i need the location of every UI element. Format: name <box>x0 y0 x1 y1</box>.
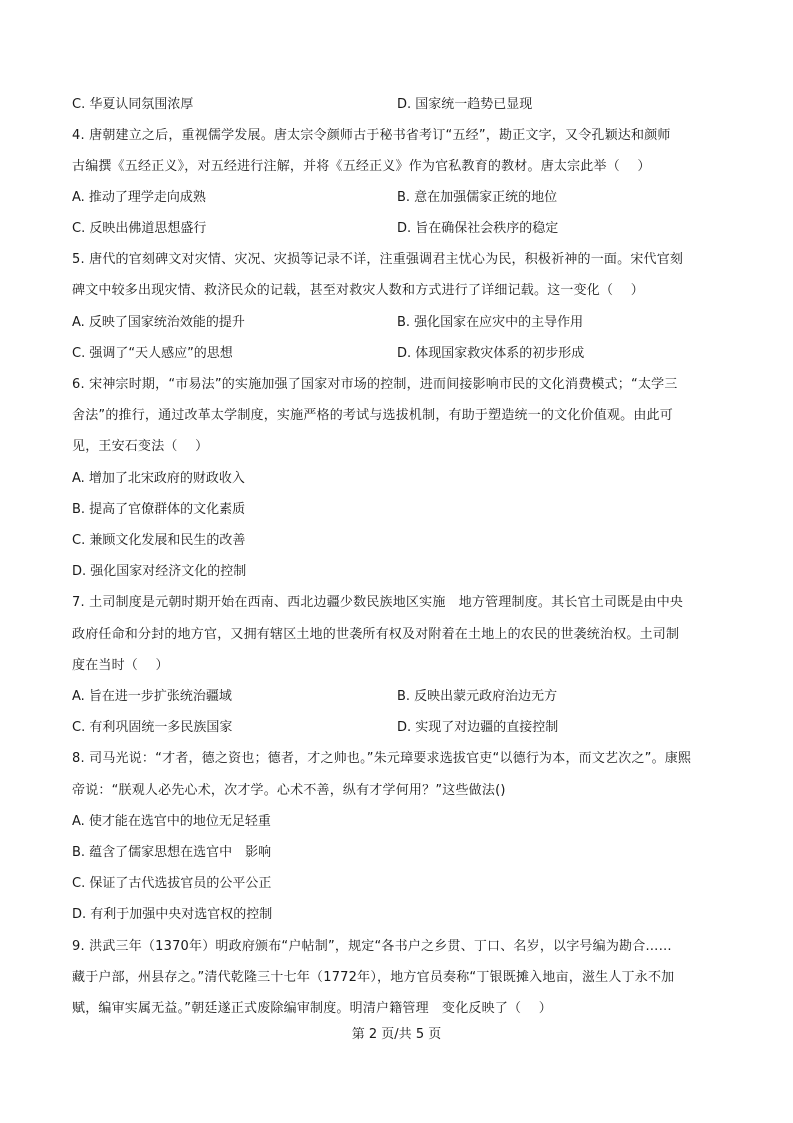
q5-option-b: B. 强化国家在应灾中的主导作用 <box>397 315 584 330</box>
q6-stem-line-2: 舍法”的推行，通过改革太学制度，实施严格的考试与选拔机制，有助于塑造统一的文化价值观。由此可 <box>72 408 673 423</box>
q9-stem-line-3: 赋，编审实属无益。”朝廷遂正式废除编审制度。明清户籍管理 变化反映了（ ） <box>72 1001 552 1016</box>
q6-option-d: D. 强化国家对经济文化的控制 <box>72 564 247 579</box>
q5-stem-line-2: 碑文中较多出现灾情、救济民众的记载，甚至对救灾人数和方式进行了详细记载。这一变化（ ） <box>72 283 644 298</box>
q5-option-c: C. 强调了“天人感应”的思想 <box>72 346 233 361</box>
q7-stem-line-2: 政府任命和分封的地方官，又拥有辖区土地的世袭所有权及对附着在土地上的农民的世袭统治权。土司制 <box>72 627 680 642</box>
q7-stem-line-3: 度在当时（ ） <box>72 658 169 673</box>
q6-stem-line-1: 6. 宋神宗时期，“市易法”的实施加强了国家对市场的控制，进而间接影响市民的文化消费模式；“太学三 <box>72 377 678 392</box>
q7-option-b: B. 反映出蒙元政府治边无方 <box>397 689 558 704</box>
q5-option-d: D. 体现国家救灾体系的初步形成 <box>397 346 585 361</box>
q3-option-c: C. 华夏认同氛围浓厚 <box>72 97 194 112</box>
q4-option-a: A. 推动了理学走向成熟 <box>72 190 206 205</box>
q4-option-d: D. 旨在确保社会秩序的稳定 <box>397 221 559 236</box>
q3-option-d: D. 国家统一趋势已显现 <box>397 97 533 112</box>
q4-option-b: B. 意在加强儒家正统的地位 <box>397 190 558 205</box>
q6-stem-line-3: 见，王安石变法（ ） <box>72 439 209 454</box>
q8-option-d: D. 有利于加强中央对选官权的控制 <box>72 907 273 922</box>
q9-stem-line-1: 9. 洪武三年（1370年）明政府颁布“户帖制”，规定“各书户之乡贯、丁口、名岁，以字号编为勘合…… <box>72 939 672 954</box>
q8-option-b: B. 蕴含了儒家思想在选官中 影响 <box>72 845 272 860</box>
q6-option-b: B. 提高了官僚群体的文化素质 <box>72 502 246 517</box>
q7-stem-line-1: 7. 土司制度是元朝时期开始在西南、西北边疆少数民族地区实施 地方管理制度。其长官土司既是由中央 <box>72 595 684 610</box>
q5-option-a: A. 反映了国家统治效能的提升 <box>72 315 245 330</box>
q8-option-c: C. 保证了古代选拔官员的公平公正 <box>72 876 272 891</box>
q8-stem-line-1: 8. 司马光说：“才者，德之资也；德者，才之帅也。”朱元璋要求选拔官吏“以德行为本，而文艺次之”。康熙 <box>72 751 692 766</box>
q4-stem-line-1: 4. 唐朝建立之后，重视儒学发展。唐太宗令颜师古于秘书省考订“五经”，勘正文字，又令孔颖达和颜师 <box>72 128 671 143</box>
q7-option-d: D. 实现了对边疆的直接控制 <box>397 720 559 735</box>
q7-option-c: C. 有利巩固统一多民族国家 <box>72 720 233 735</box>
q4-option-c: C. 反映出佛道思想盛行 <box>72 221 207 236</box>
q8-stem-line-2: 帝说：“朕观人必先心术，次才学。心术不善，纵有才学何用？”这些做法() <box>72 783 506 798</box>
q7-option-a: A. 旨在进一步扩张统治疆域 <box>72 689 232 704</box>
q9-stem-line-2: 藏于户部，州县存之。”清代乾隆三十七年（1772年），地方官员奏称“丁银既摊入地亩，滋生人丁永不加 <box>72 970 675 985</box>
page-number-footer: 第 2 页/共 5 页 <box>351 1027 442 1042</box>
q5-stem-line-1: 5. 唐代的官刻碑文对灾情、灾况、灾损等记录不详，注重强调君主忧心为民，积极祈神的一面。宋代官刻 <box>72 252 684 267</box>
q6-option-a: A. 增加了北宋政府的财政收入 <box>72 471 245 486</box>
q6-option-c: C. 兼顾文化发展和民生的改善 <box>72 533 246 548</box>
q8-option-a: A. 使才能在选官中的地位无足轻重 <box>72 814 271 829</box>
q4-stem-line-2: 古编撰《五经正义》，对五经进行注解，并将《五经正义》作为官私教育的教材。唐太宗此举（ ） <box>72 159 651 174</box>
